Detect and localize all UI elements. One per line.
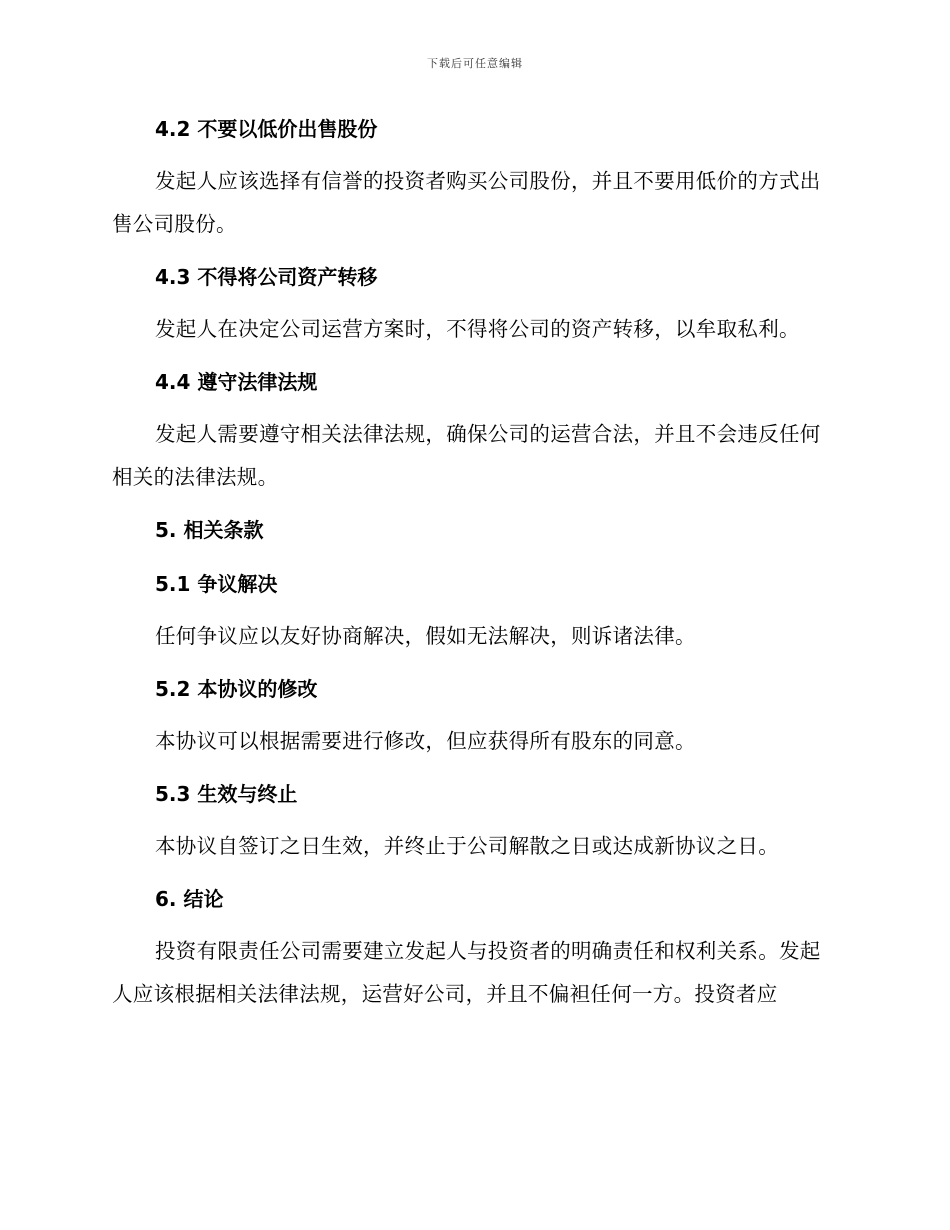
section-heading-4-4: 4.4 遵守法律法规 [155, 370, 318, 394]
section-body-5-2: 本协议可以根据需要进行修改，但应获得所有股东的同意。 [155, 729, 696, 753]
section-body-4-3: 发起人在决定公司运营方案时，不得将公司的资产转移，以牟取私利。 [155, 317, 800, 341]
section-body-4-4: 发起人需要遵守相关法律法规，确保公司的运营合法，并且不会违反任何相关的法律法规。 [112, 422, 821, 489]
section-heading-5-1: 5.1 争议解决 [155, 572, 278, 596]
section-body-6: 投资有限责任公司需要建立发起人与投资者的明确责任和权利关系。发起人应该根据相关法律法规，运营好公司，并且不偏袒任何一方。投资者应 [112, 939, 821, 1006]
section-heading-5-2: 5.2 本协议的修改 [155, 677, 318, 701]
document-body [112, 106, 832, 1024]
section-heading-4-2: 4.2 不要以低价出售股份 [155, 117, 378, 141]
section-heading-5-3: 5.3 生效与终止 [155, 782, 298, 806]
section-heading-6: 6. 结论 [155, 887, 224, 911]
section-heading-5: 5. 相关条款 [155, 518, 264, 542]
section-body-5-3: 本协议自签订之日生效，并终止于公司解散之日或达成新协议之日。 [155, 834, 779, 858]
page-header: 下载后可任意编辑 [427, 57, 523, 70]
section-body-5-1: 任何争议应以友好协商解决，假如无法解决，则诉诸法律。 [155, 624, 696, 648]
section-heading-4-3: 4.3 不得将公司资产转移 [155, 265, 378, 289]
section-body-4-2: 发起人应该选择有信誉的投资者购买公司股份，并且不要用低价的方式出售公司股份。 [112, 169, 821, 236]
